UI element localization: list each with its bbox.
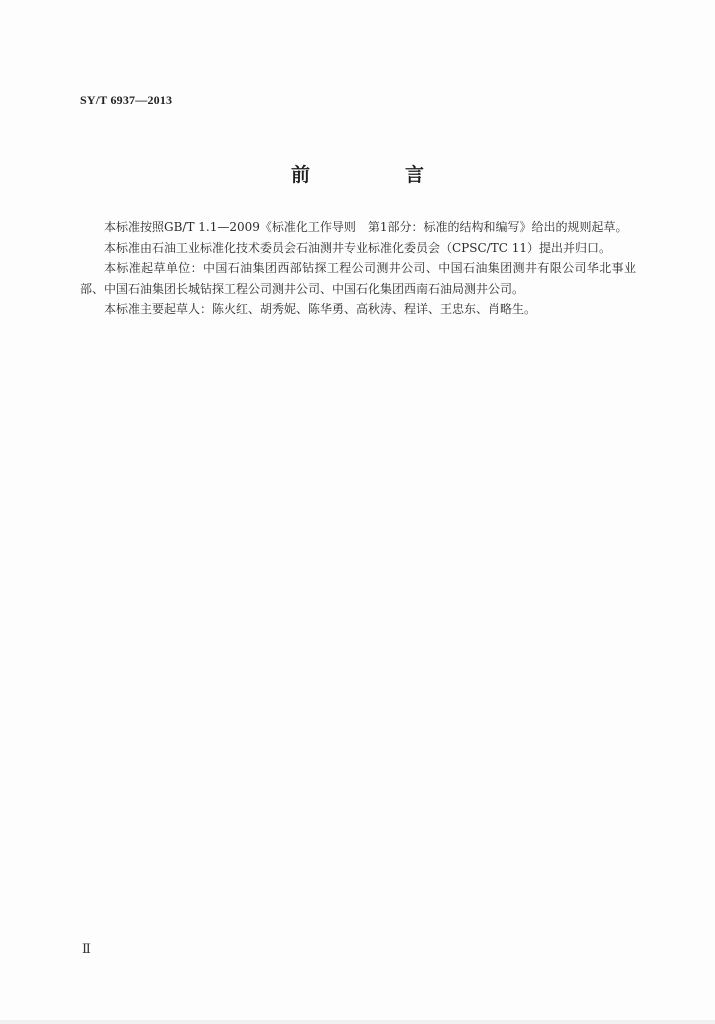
paragraph-drafting-units: 本标准起草单位：中国石油集团西部钻探工程公司测井公司、中国石油集团测井有限公司华北事业部、中国石油集团长城钻探工程公司测井公司、中国石化集团西南石油局测井公司。 — [80, 261, 636, 296]
page-number: Ⅱ — [82, 941, 91, 956]
standard-code-header: SY/T 6937—2013 — [80, 93, 173, 107]
section-title: 前 言 — [290, 164, 462, 186]
paragraph-drafting-rules: 本标准按照GB/T 1.1—2009《标准化工作导则 第1部分：标准的结构和编写》给出的规则起草。 — [104, 220, 628, 234]
paragraph-drafters: 本标准主要起草人：陈火红、胡秀妮、陈华勇、高秋涛、程详、王忠东、肖略生。 — [104, 302, 537, 316]
paragraph-proposer: 本标准由石油工业标准化技术委员会石油测井专业标准化委员会（CPSC/TC 11）提出并归口。 — [104, 240, 611, 255]
page-bottom-edge — [0, 1020, 715, 1024]
foreword-body — [80, 217, 636, 320]
